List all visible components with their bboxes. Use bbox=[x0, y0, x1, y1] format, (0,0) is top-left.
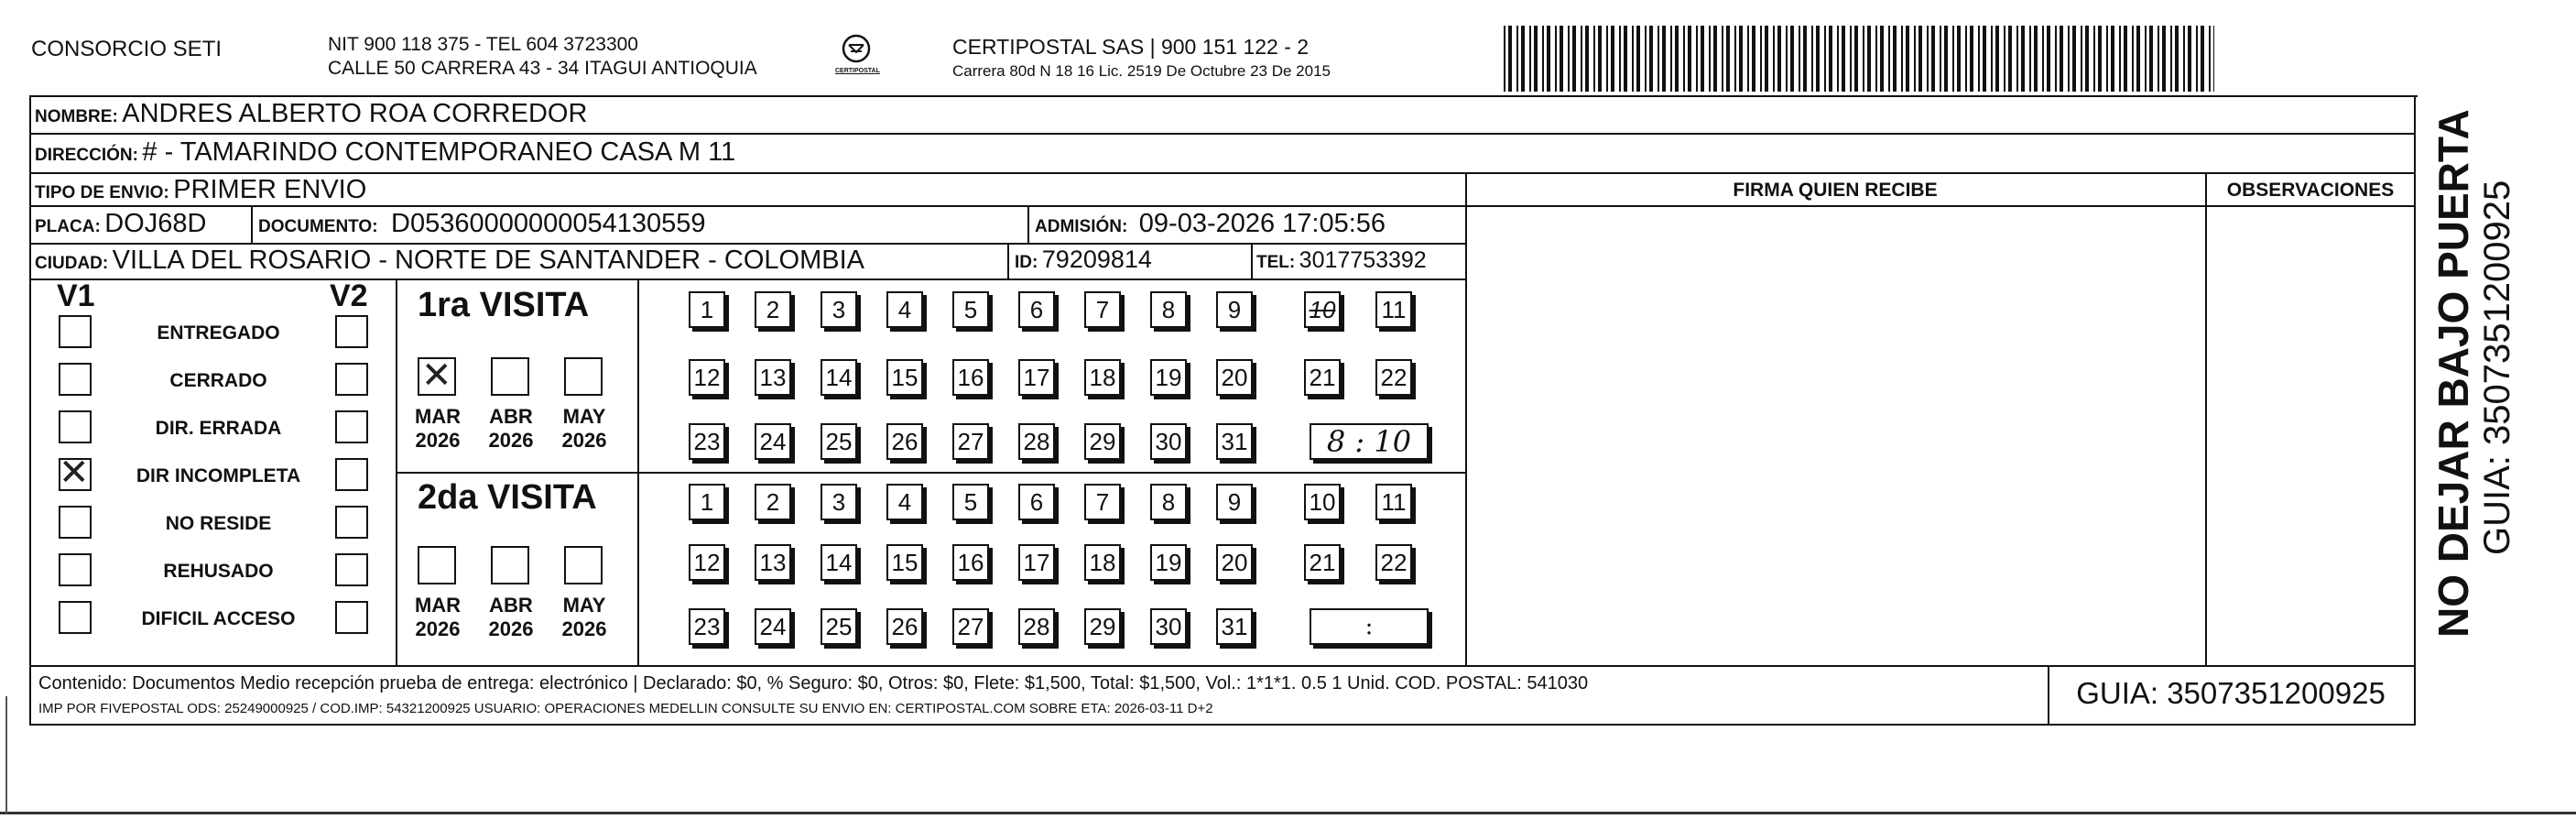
status-option-label: CERRADO bbox=[169, 370, 267, 391]
v1-checkbox[interactable] bbox=[59, 506, 92, 539]
v2-checkbox[interactable] bbox=[335, 363, 368, 396]
barcode-bar bbox=[1572, 26, 1576, 92]
barcode-bar bbox=[2145, 26, 2147, 92]
day-box[interactable]: 15 bbox=[886, 544, 923, 581]
barcode-bar bbox=[1888, 26, 1890, 92]
company-line-1: NIT 900 118 375 - TEL 604 3723300 bbox=[328, 34, 638, 55]
x-mark-icon: ✕ bbox=[421, 355, 452, 397]
month-label bbox=[557, 405, 612, 453]
v1-checkbox[interactable] bbox=[59, 452, 92, 494]
direccion-label: DIRECCIÓN: bbox=[35, 146, 138, 165]
month-label bbox=[484, 405, 538, 453]
rule-footer bbox=[29, 665, 2416, 667]
day-box[interactable]: 29 bbox=[1084, 608, 1121, 645]
month-checkbox[interactable] bbox=[491, 357, 529, 396]
day-box[interactable]: 22 bbox=[1375, 544, 1412, 581]
admision-row bbox=[1035, 209, 1386, 239]
admision-value: 09-03-2026 17:05:56 bbox=[1138, 209, 1386, 238]
barcode-bar bbox=[1752, 26, 1755, 92]
barcode-bar bbox=[1670, 26, 1672, 92]
day-box[interactable]: 16 bbox=[952, 359, 989, 396]
placa-label: PLACA: bbox=[35, 217, 101, 236]
barcode-bar bbox=[2098, 26, 2102, 92]
v2-checkbox[interactable] bbox=[335, 315, 368, 348]
barcode-bar bbox=[1803, 26, 1807, 92]
barcode-bar bbox=[1811, 26, 1813, 92]
documento-value: D05360000000054130559 bbox=[391, 209, 706, 238]
x-mark-icon: ✕ bbox=[59, 452, 90, 494]
direccion-row bbox=[35, 137, 735, 168]
barcode-bar bbox=[2055, 26, 2057, 92]
barcode-bar bbox=[1863, 26, 1864, 92]
barcode-bar bbox=[2132, 26, 2134, 92]
month-label bbox=[484, 594, 538, 641]
barcode-bar bbox=[1914, 26, 1916, 92]
barcode-bar bbox=[1854, 26, 1858, 92]
month-checkbox[interactable] bbox=[418, 546, 456, 584]
nombre-label: NOMBRE: bbox=[35, 107, 118, 126]
day-box[interactable]: 30 bbox=[1150, 423, 1187, 460]
rule-5 bbox=[29, 278, 1467, 280]
barcode-bar bbox=[1675, 26, 1679, 92]
barcode-bar bbox=[2008, 26, 2012, 92]
day-box[interactable]: 31 bbox=[1216, 608, 1253, 645]
barcode-bar bbox=[1585, 26, 1589, 92]
barcode-bar bbox=[2060, 26, 2063, 92]
visit-divider bbox=[396, 472, 1465, 474]
barcode-bar bbox=[2034, 26, 2038, 92]
barcode-bar bbox=[1842, 26, 1845, 92]
day-box[interactable]: 5 bbox=[952, 291, 989, 328]
day-box[interactable]: 1 bbox=[689, 484, 725, 520]
tel-row bbox=[1256, 247, 1427, 274]
barcode-bar bbox=[2196, 26, 2198, 92]
day-box[interactable]: 18 bbox=[1084, 544, 1121, 581]
day-box[interactable]: 20 bbox=[1216, 359, 1253, 396]
barcode-bar bbox=[1786, 26, 1788, 92]
day-box[interactable]: 30 bbox=[1150, 608, 1187, 645]
month-label bbox=[557, 594, 612, 641]
barcode-bar bbox=[1906, 26, 1909, 92]
frame-bottom bbox=[29, 724, 2416, 726]
barcode-bar bbox=[1837, 26, 1839, 92]
day-box[interactable]: 3 bbox=[821, 291, 857, 328]
month-year: 2026 bbox=[488, 429, 534, 452]
status-option-label: REHUSADO bbox=[163, 561, 274, 582]
barcode-bar bbox=[1516, 26, 1518, 92]
barcode-bar bbox=[1790, 26, 1794, 92]
footer-guia: GUIA: 3507351200925 bbox=[2076, 676, 2386, 710]
day-box[interactable]: 28 bbox=[1018, 608, 1055, 645]
month-name: MAY bbox=[562, 594, 606, 617]
barcode-bar bbox=[2081, 26, 2082, 92]
barcode-bar bbox=[1619, 26, 1621, 92]
barcode-bar bbox=[1765, 26, 1768, 92]
carrier-line-2: Carrera 80d N 18 16 Lic. 2519 De Octubre 23 De 2015 bbox=[952, 62, 1331, 80]
barcode-bar bbox=[1875, 26, 1877, 92]
day-box[interactable]: 12 bbox=[689, 359, 725, 396]
time-box[interactable]: 8 : 10 bbox=[1310, 423, 1429, 460]
day-box[interactable]: 28 bbox=[1018, 423, 1055, 460]
rule-3 bbox=[29, 205, 1467, 207]
v2-label: V2 bbox=[330, 278, 368, 313]
month-name: MAR bbox=[414, 405, 462, 428]
day-box[interactable]: 23 bbox=[689, 423, 725, 460]
barcode-bar bbox=[1726, 26, 1730, 92]
month-year: 2026 bbox=[488, 617, 534, 640]
barcode-bar bbox=[1983, 26, 1986, 92]
tel-divider bbox=[1251, 243, 1253, 278]
day-box[interactable]: 4 bbox=[886, 291, 923, 328]
day-box[interactable]: 7 bbox=[1084, 291, 1121, 328]
day-box[interactable]: 21 bbox=[1304, 359, 1341, 396]
barcode-bar bbox=[1965, 26, 1967, 92]
frame-right bbox=[2414, 95, 2416, 726]
day-box[interactable]: 19 bbox=[1150, 359, 1187, 396]
barcode-bar bbox=[1867, 26, 1871, 92]
no-dejar-bajo-puerta: NO DEJAR BAJO PUERTA bbox=[2429, 109, 2477, 638]
v2-checkbox[interactable] bbox=[335, 553, 368, 586]
company-name: CONSORCIO SETI bbox=[31, 37, 223, 61]
barcode-bar bbox=[1799, 26, 1800, 92]
day-box[interactable]: 13 bbox=[755, 359, 791, 396]
page-left-line bbox=[5, 696, 7, 814]
barcode-bar bbox=[1957, 26, 1961, 92]
day-box[interactable]: 19 bbox=[1150, 544, 1187, 581]
barcode-bar bbox=[1542, 26, 1544, 92]
side-guia: GUIA: 3507351200925 bbox=[2477, 180, 2517, 555]
status-option-label: DIFICIL ACCESO bbox=[141, 608, 296, 629]
barcode-bar bbox=[1940, 26, 1941, 92]
barcode-bar bbox=[2004, 26, 2005, 92]
day-box[interactable]: 17 bbox=[1018, 544, 1055, 581]
month-year: 2026 bbox=[561, 617, 607, 640]
barcode-bar bbox=[1709, 26, 1711, 92]
rule-1 bbox=[29, 133, 2416, 135]
month-checkbox[interactable] bbox=[491, 546, 529, 584]
id-row bbox=[1015, 246, 1152, 274]
barcode-bar bbox=[1850, 26, 1852, 92]
day-box[interactable]: 22 bbox=[1375, 359, 1412, 396]
barcode-bar bbox=[2029, 26, 2031, 92]
day-box[interactable]: 6 bbox=[1018, 484, 1055, 520]
day-box[interactable]: 8 bbox=[1150, 484, 1187, 520]
barcode-bar bbox=[1593, 26, 1595, 92]
barcode-bar bbox=[1773, 26, 1775, 92]
firma-label: FIRMA QUIEN RECIBE bbox=[1733, 180, 1938, 201]
day-box[interactable]: 10 bbox=[1304, 484, 1341, 520]
barcode-bar bbox=[1944, 26, 1948, 92]
barcode-bar bbox=[2158, 26, 2159, 92]
barcode-bar bbox=[2136, 26, 2140, 92]
day-box[interactable]: 8 bbox=[1150, 291, 1187, 328]
barcode-bar bbox=[2072, 26, 2076, 92]
placa-row bbox=[35, 209, 206, 239]
barcode-bar bbox=[1734, 26, 1736, 92]
tel-value: 3017753392 bbox=[1299, 247, 1427, 273]
day-box[interactable]: 24 bbox=[755, 423, 791, 460]
day-box[interactable]: 9 bbox=[1216, 291, 1253, 328]
tipo-value: PRIMER ENVIO bbox=[173, 175, 367, 204]
barcode-bar bbox=[2085, 26, 2089, 92]
day-box[interactable]: 18 bbox=[1084, 359, 1121, 396]
barcode-bar bbox=[1991, 26, 1993, 92]
obs-divider bbox=[2205, 172, 2207, 667]
id-divider bbox=[1007, 243, 1009, 278]
day-box[interactable]: 29 bbox=[1084, 423, 1121, 460]
barcode-bar bbox=[1624, 26, 1627, 92]
status-option-label: NO RESIDE bbox=[165, 513, 272, 534]
admision-label: ADMISIÓN: bbox=[1035, 217, 1128, 236]
month-name: MAY bbox=[562, 405, 606, 428]
month-year: 2026 bbox=[415, 617, 461, 640]
barcode-bar bbox=[1606, 26, 1608, 92]
day-box[interactable]: 10 bbox=[1304, 291, 1341, 328]
barcode-bar bbox=[2201, 26, 2204, 92]
barcode-bar bbox=[2042, 26, 2044, 92]
day-box[interactable]: 6 bbox=[1018, 291, 1055, 328]
month-name: ABR bbox=[489, 594, 533, 617]
barcode-bar bbox=[1893, 26, 1897, 92]
barcode-bar bbox=[2119, 26, 2121, 92]
barcode-bar bbox=[2149, 26, 2153, 92]
day-box[interactable]: 9 bbox=[1216, 484, 1253, 520]
month-name: ABR bbox=[489, 405, 533, 428]
barcode-bar bbox=[2209, 26, 2211, 92]
month-year: 2026 bbox=[415, 429, 461, 452]
month-checkbox[interactable] bbox=[564, 546, 603, 584]
v1-checkbox[interactable] bbox=[59, 315, 92, 348]
rule-2 bbox=[29, 172, 2416, 174]
company-line-2: CALLE 50 CARRERA 43 - 34 ITAGUI ANTIOQUIA bbox=[328, 58, 757, 79]
day-box[interactable]: 24 bbox=[755, 608, 791, 645]
barcode-bar bbox=[1880, 26, 1884, 92]
barcode-bar bbox=[1739, 26, 1743, 92]
admision-divider bbox=[1027, 205, 1029, 243]
logo-text: CERTIPOSTAL bbox=[835, 68, 880, 74]
first-visit-title: 1ra VISITA bbox=[418, 286, 590, 324]
direccion-value: # - TAMARINDO CONTEMPORANEO CASA M 11 bbox=[142, 137, 736, 167]
nombre-value: ANDRES ALBERTO ROA CORREDOR bbox=[122, 99, 588, 128]
barcode-bar bbox=[1952, 26, 1954, 92]
barcode-bar bbox=[2068, 26, 2070, 92]
barcode-bar bbox=[2124, 26, 2127, 92]
second-visit-title: 2da VISITA bbox=[418, 478, 597, 517]
barcode-bar bbox=[2188, 26, 2191, 92]
day-box[interactable]: 16 bbox=[952, 544, 989, 581]
v1-checkbox[interactable] bbox=[59, 553, 92, 586]
barcode-bar bbox=[1901, 26, 1903, 92]
barcode-bar bbox=[2047, 26, 2050, 92]
day-box[interactable]: 5 bbox=[952, 484, 989, 520]
frame-top bbox=[29, 95, 2418, 97]
barcode-bar bbox=[1649, 26, 1653, 92]
page-bottom-line bbox=[0, 812, 2576, 814]
v2-checkbox[interactable] bbox=[335, 601, 368, 634]
day-box[interactable]: 25 bbox=[821, 423, 857, 460]
placa-value: DOJ68D bbox=[104, 209, 207, 238]
day-box[interactable]: 31 bbox=[1216, 423, 1253, 460]
id-value: 79209814 bbox=[1041, 246, 1152, 273]
barcode-bar bbox=[1696, 26, 1698, 92]
status-option-label: DIR. ERRADA bbox=[155, 418, 282, 439]
barcode-bar bbox=[1918, 26, 1922, 92]
barcode-bar bbox=[2175, 26, 2179, 92]
barcode-bar bbox=[1555, 26, 1557, 92]
barcode-bar bbox=[1688, 26, 1691, 92]
barcode-bar bbox=[1529, 26, 1531, 92]
day-box[interactable]: 26 bbox=[886, 608, 923, 645]
day-box[interactable]: 3 bbox=[821, 484, 857, 520]
day-box[interactable]: 21 bbox=[1304, 544, 1341, 581]
v2-checkbox[interactable] bbox=[335, 458, 368, 491]
barcode-bar bbox=[1747, 26, 1749, 92]
day-box[interactable]: 26 bbox=[886, 423, 923, 460]
day-box[interactable]: 7 bbox=[1084, 484, 1121, 520]
ciudad-row bbox=[35, 246, 864, 276]
carrier-line-1: CERTIPOSTAL SAS | 900 151 122 - 2 bbox=[952, 35, 1310, 59]
day-box[interactable]: 2 bbox=[755, 291, 791, 328]
barcode-bar bbox=[1722, 26, 1723, 92]
day-box[interactable]: 17 bbox=[1018, 359, 1055, 396]
v1-checkbox[interactable] bbox=[59, 410, 92, 443]
day-box[interactable]: 11 bbox=[1375, 484, 1412, 520]
barcode-bar bbox=[2106, 26, 2108, 92]
id-label: ID: bbox=[1015, 253, 1038, 272]
barcode-bar bbox=[1547, 26, 1550, 92]
barcode-bar bbox=[1829, 26, 1832, 92]
barcode-bar bbox=[1701, 26, 1704, 92]
v2-checkbox[interactable] bbox=[335, 410, 368, 443]
barcode-bar bbox=[1581, 26, 1582, 92]
frame-left bbox=[29, 95, 31, 726]
footer-imp: IMP POR FIVEPOSTAL ODS: 25249000925 / COD.IMP: 54321200925 USUARIO: OPERACIONES MEDELLIN CONSULTE SU ENVIO EN: CERTIPOSTAL.COM SOBRE ETA: 2026-03-11 D+2 bbox=[38, 701, 1213, 716]
day-box[interactable]: 14 bbox=[821, 359, 857, 396]
barcode bbox=[1504, 26, 2216, 92]
barcode-bar bbox=[1658, 26, 1659, 92]
certipostal-logo bbox=[835, 33, 880, 81]
ciudad-value: VILLA DEL ROSARIO - NORTE DE SANTANDER - COLOMBIA bbox=[112, 246, 864, 275]
barcode-bar bbox=[1504, 26, 1505, 92]
footer-contenido: Contenido: Documentos Medio recepción prueba de entrega: electrónico | Declarado: $0, % Seguro: $0, Otros: $0, Flete: $1,500, Total: $1,500, Vol.: 1*1*1. 0.5 1 Unid. COD. POSTAL: 541030 bbox=[38, 673, 1589, 693]
day-box[interactable]: 13 bbox=[755, 544, 791, 581]
day-box[interactable]: 4 bbox=[886, 484, 923, 520]
placa-divider bbox=[251, 205, 253, 243]
barcode-bar bbox=[2162, 26, 2166, 92]
v1-checkbox[interactable] bbox=[59, 363, 92, 396]
status-option-label: ENTREGADO bbox=[157, 322, 280, 344]
tipo-label: TIPO DE ENVIO: bbox=[35, 183, 169, 202]
barcode-bar bbox=[1970, 26, 1973, 92]
time-box[interactable]: : bbox=[1310, 608, 1429, 645]
barcode-bar bbox=[1777, 26, 1781, 92]
barcode-bar bbox=[2183, 26, 2185, 92]
v1-checkbox[interactable] bbox=[59, 601, 92, 634]
month-label bbox=[410, 405, 465, 453]
firma-header-rule bbox=[1465, 205, 2416, 207]
barcode-bar bbox=[1816, 26, 1820, 92]
barcode-bar bbox=[2213, 26, 2214, 92]
documento-row bbox=[258, 209, 706, 239]
barcode-bar bbox=[1598, 26, 1602, 92]
barcode-bar bbox=[1636, 26, 1640, 92]
barcode-bar bbox=[1645, 26, 1647, 92]
barcode-bar bbox=[1662, 26, 1666, 92]
month-label bbox=[410, 594, 465, 641]
barcode-bar bbox=[1521, 26, 1525, 92]
day-box[interactable]: 27 bbox=[952, 423, 989, 460]
day-box[interactable]: 14 bbox=[821, 544, 857, 581]
day-box[interactable]: 23 bbox=[689, 608, 725, 645]
barcode-bar bbox=[1534, 26, 1538, 92]
day-box[interactable]: 2 bbox=[755, 484, 791, 520]
day-box[interactable]: 25 bbox=[821, 608, 857, 645]
barcode-bar bbox=[2093, 26, 2095, 92]
barcode-bar bbox=[1611, 26, 1614, 92]
day-box[interactable]: 27 bbox=[952, 608, 989, 645]
barcode-bar bbox=[2170, 26, 2172, 92]
barcode-bar bbox=[1560, 26, 1563, 92]
tel-label: TEL: bbox=[1256, 253, 1296, 272]
barcode-bar bbox=[1508, 26, 1512, 92]
barcode-bar bbox=[1713, 26, 1717, 92]
firma-divider bbox=[1465, 172, 1467, 667]
barcode-bar bbox=[1995, 26, 1999, 92]
documento-label: DOCUMENTO: bbox=[258, 217, 378, 236]
observaciones-label: OBSERVACIONES bbox=[2226, 180, 2395, 201]
day-box[interactable]: 20 bbox=[1216, 544, 1253, 581]
ciudad-label: CIUDAD: bbox=[35, 254, 109, 273]
v2-checkbox[interactable] bbox=[335, 506, 368, 539]
month-checkbox[interactable] bbox=[564, 357, 603, 396]
barcode-bar bbox=[1683, 26, 1685, 92]
status-option-label: DIR INCOMPLETA bbox=[136, 465, 301, 486]
barcode-bar bbox=[1824, 26, 1826, 92]
nombre-row bbox=[35, 99, 587, 129]
v1-label: V1 bbox=[57, 278, 95, 313]
barcode-bar bbox=[1978, 26, 1980, 92]
barcode-bar bbox=[1760, 26, 1762, 92]
barcode-bar bbox=[1927, 26, 1929, 92]
month-year: 2026 bbox=[561, 429, 607, 452]
barcode-bar bbox=[1568, 26, 1570, 92]
day-box[interactable]: 12 bbox=[689, 544, 725, 581]
barcode-bar bbox=[1632, 26, 1634, 92]
barcode-bar bbox=[2021, 26, 2025, 92]
month-checkbox[interactable] bbox=[418, 357, 456, 396]
month-name: MAR bbox=[414, 594, 462, 617]
tipo-row bbox=[35, 175, 366, 205]
barcode-bar bbox=[2016, 26, 2018, 92]
day-box[interactable]: 11 bbox=[1375, 291, 1412, 328]
day-box[interactable]: 1 bbox=[689, 291, 725, 328]
barcode-bar bbox=[2111, 26, 2114, 92]
barcode-bar bbox=[1931, 26, 1935, 92]
day-box[interactable]: 15 bbox=[886, 359, 923, 396]
